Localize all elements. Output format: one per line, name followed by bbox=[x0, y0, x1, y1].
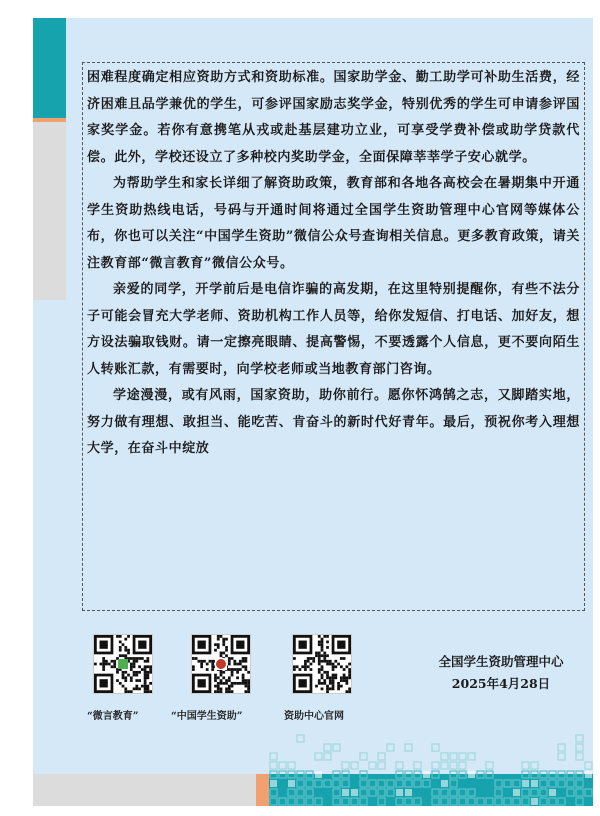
left-grey-stripe bbox=[33, 122, 66, 300]
qr-code-icon bbox=[191, 634, 251, 694]
left-teal-stripe bbox=[33, 18, 66, 118]
paragraph-2: 为帮助学生和家长详细了解资助政策，教育部和各地各高校会在暑期集中开通学生资助热线电话，号码与开通时间将通过全国学生资助管理中心官网等媒体公布，你也可以关注“中国学生资助”微信公众号查询相关信息。更多教育政策，请关注教育部“微言教育”微信公众号。 bbox=[87, 176, 580, 271]
bottom-grey-band bbox=[33, 774, 256, 806]
paragraph-3: 亲爱的同学，开学前后是电信诈骗的高发期，在这里特别提醒你，有些不法分子可能会冒充大学老师、资助机构工作人员等，给你发短信、打电话、加好友，想方设法骗取钱财。请一定擦亮眼睛、提高警惕，不要透露个人信息，更不要向陌生人转账汇款，有需要时，向学校老师或当地教育部门咨询。 bbox=[87, 282, 580, 377]
qr-code-icon bbox=[292, 634, 352, 694]
signature-date: 2025年4月28日 bbox=[451, 676, 551, 691]
qr-code-icon bbox=[93, 634, 153, 694]
qr-label-xueshengzizhu: “中国学生资助” bbox=[171, 711, 243, 722]
paragraph-1: 困难程度确定相应资助方式和资助标准。国家助学金、勤工助学可补助生活费，经济困难且品学兼优的学生，可参评国家励志奖学金，特别优秀的学生可申请参评国家奖学金。若你有意携笔从戎或赴基层建功立业，可享受学费补偿或助学贷款代偿。此外，学校还设立了多种校内奖助学金，全面保障莘莘学子安心就学。 bbox=[87, 70, 580, 165]
bottom-orange-band bbox=[256, 774, 269, 806]
signature-org: 全国学生资助管理中心 bbox=[438, 654, 564, 669]
pixel-pattern-decoration bbox=[269, 734, 593, 806]
paragraph-4: 学途漫漫，或有风雨，国家资助，助你前行。愿你怀鸿鹄之志，又脚踏实地，努力做有理想、敢担当、能吃苦、肯奋斗的新时代好青年。最后，预祝你考入理想大学，在奋斗中绽放 bbox=[87, 388, 580, 456]
letter-page bbox=[33, 18, 593, 806]
letter-body bbox=[82, 62, 585, 611]
qr-label-weiyan: “微言教育” bbox=[87, 711, 139, 722]
qr-label-website: 资助中心官网 bbox=[284, 711, 344, 722]
